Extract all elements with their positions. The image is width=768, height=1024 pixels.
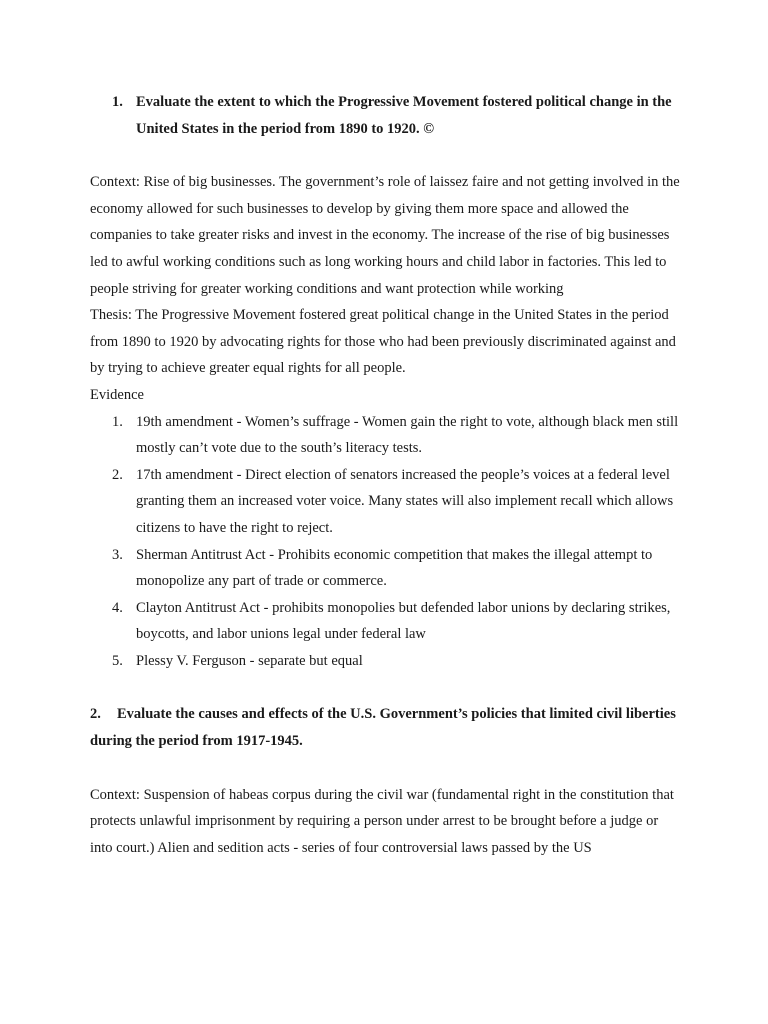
context-1-paragraph: Context: Rise of big businesses. The government’s role of laissez faire and not getting involved in the economy allowed for such businesses to develop by giving them more space and allowed the companies to take greater risks and invest in the economy. The increase of the rise of big businesses led to awful working conditions such as long working hours and child labor in factories. This led to people striving for greater working conditions and want protection while working: [90, 174, 680, 297]
evidence-item-text: 19th amendment - Women’s suffrage - Women gain the right to vote, although black men still mostly can’t vote due to the south’s literacy tests.: [136, 413, 679, 457]
evidence-item-number: 5.: [112, 652, 123, 669]
question-2-number: 2.: [90, 706, 101, 723]
evidence-item-number: 3.: [112, 546, 123, 563]
evidence-item: [90, 409, 680, 462]
evidence-item: [90, 648, 680, 675]
evidence-item-text: Sherman Antitrust Act - Prohibits economic competition that makes the illegal attempt to monopolize any part of trade or commerce.: [136, 546, 653, 590]
evidence-item-text: Clayton Antitrust Act - prohibits monopolies but defended labor unions by declaring strikes, boycotts, and labor unions legal under federal law: [136, 599, 671, 643]
evidence-item-number: 2.: [112, 466, 123, 483]
evidence-item: [90, 462, 680, 542]
thesis-1-paragraph: Thesis: The Progressive Movement fostered great political change in the United States in the period from 1890 to 1920 by advocating rights for those who had been previously discriminated against and by trying to achieve greater equal rights for all people.: [90, 307, 676, 377]
evidence-item-number: 4.: [112, 599, 123, 616]
question-1-heading: [90, 89, 680, 142]
question-2-heading: [90, 701, 680, 754]
spacer: [90, 142, 680, 169]
question-1-number: 1.: [112, 94, 123, 110]
context-2-paragraph: Context: Suspension of habeas corpus during the civil war (fundamental right in the constitution that protects unlawful imprisonment by requiring a person under arrest to be brought before a judge or into court.) Alien and sedition acts - series of four controversial laws passed by the US: [90, 786, 674, 856]
evidence-item-text: Plessy V. Ferguson - separate but equal: [136, 652, 363, 669]
evidence-item: [90, 595, 680, 648]
evidence-label: Evidence: [90, 386, 144, 403]
evidence-item-number: 1.: [112, 413, 123, 430]
question-1-text: Evaluate the extent to which the Progressive Movement fostered political change in the United States in the period from 1890 to 1920. ©: [136, 94, 672, 137]
spacer: [90, 674, 680, 701]
question-2-text: Evaluate the causes and effects of the U.S. Government’s policies that limited civil liberties during the period from 1917-1945.: [90, 706, 676, 750]
evidence-item: [90, 542, 680, 595]
spacer: [90, 755, 680, 782]
evidence-list: [90, 409, 680, 675]
document-page: [90, 89, 680, 861]
evidence-item-text: 17th amendment - Direct election of senators increased the people’s voices at a federal level granting them an increased voter voice. Many states will also implement recall which allows citizens to have the right to reject.: [136, 466, 674, 536]
